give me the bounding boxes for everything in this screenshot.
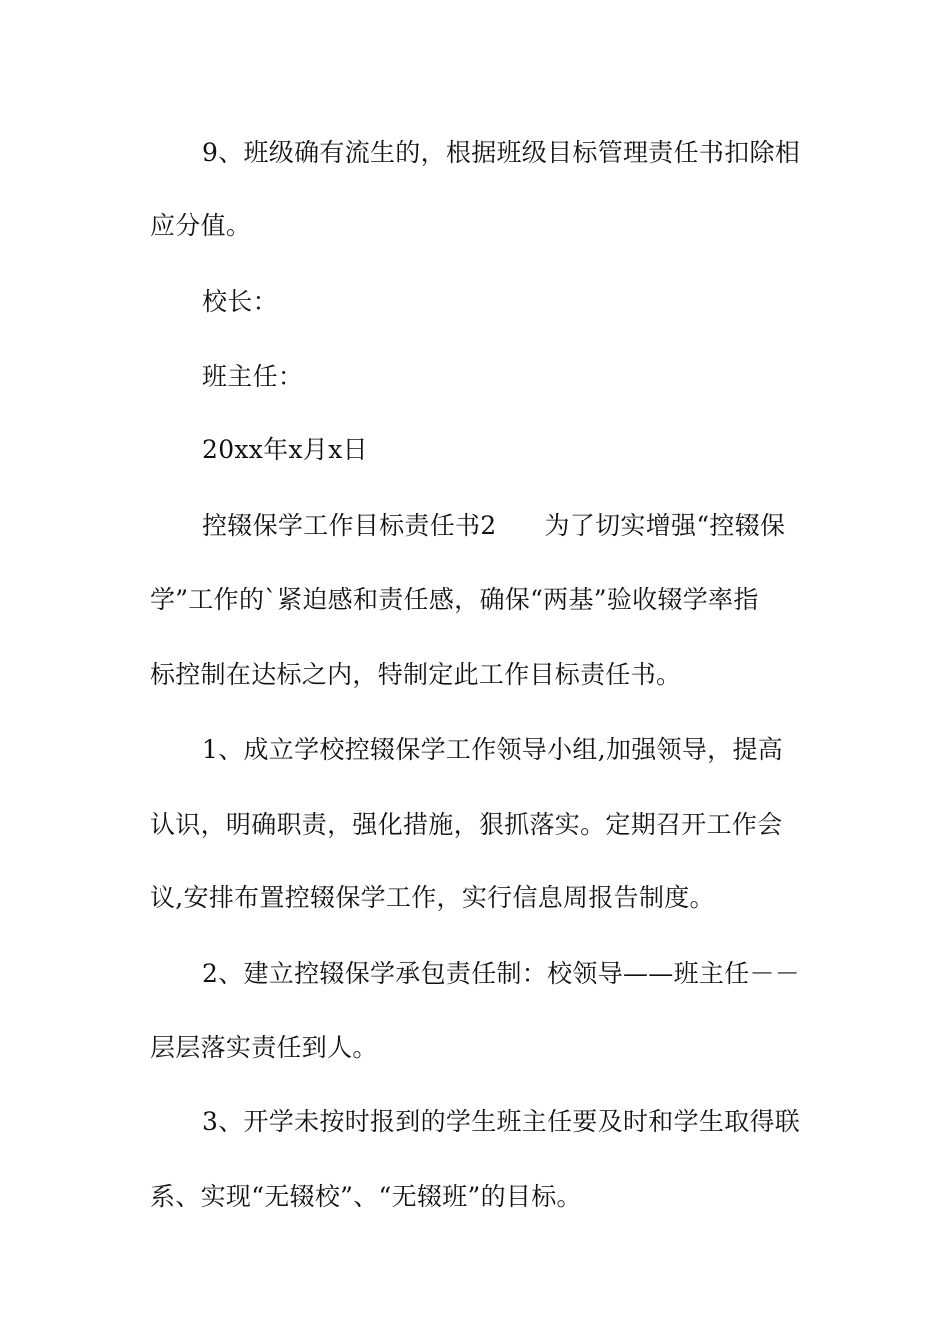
item-1-line-3: 议,安排布置控辍保学工作，实行信息周报告制度。 bbox=[150, 883, 715, 912]
section-title: 控辍保学工作目标责任书2 bbox=[202, 511, 497, 540]
item-2-line-1: 2、建立控辍保学承包责任制：校领导——班主任－－ bbox=[202, 959, 801, 988]
head-teacher-signature-label: 班主任： bbox=[202, 362, 304, 391]
date-line: 20xx年x月x日 bbox=[202, 435, 368, 464]
intro-line-2: 学”工作的`紧迫感和责任感，确保“两基”验收辍学率指 bbox=[150, 585, 759, 614]
intro-line-3: 标控制在达标之内，特制定此工作目标责任书。 bbox=[150, 660, 682, 689]
item-1-line-1: 1、成立学校控辍保学工作领导小组,加强领导，提高 bbox=[202, 735, 784, 764]
paragraph-9-line-2: 应分值。 bbox=[150, 211, 252, 240]
intro-line-1: 为了切实增强“控辍保 bbox=[544, 511, 786, 540]
paragraph-9-line-1: 9、班级确有流生的，根据班级目标管理责任书扣除相 bbox=[202, 138, 801, 167]
section-title-line bbox=[202, 510, 785, 542]
item-1-line-2: 认识，明确职责，强化措施，狠抓落实。定期召开工作会 bbox=[150, 810, 783, 839]
item-2-line-2: 层层落实责任到人。 bbox=[150, 1033, 378, 1062]
item-3-line-2: 系、实现“无辍校”、“无辍班”的目标。 bbox=[150, 1182, 582, 1211]
principal-signature-label: 校长： bbox=[202, 287, 278, 316]
item-3-line-1: 3、开学未按时报到的学生班主任要及时和学生取得联 bbox=[202, 1107, 801, 1136]
